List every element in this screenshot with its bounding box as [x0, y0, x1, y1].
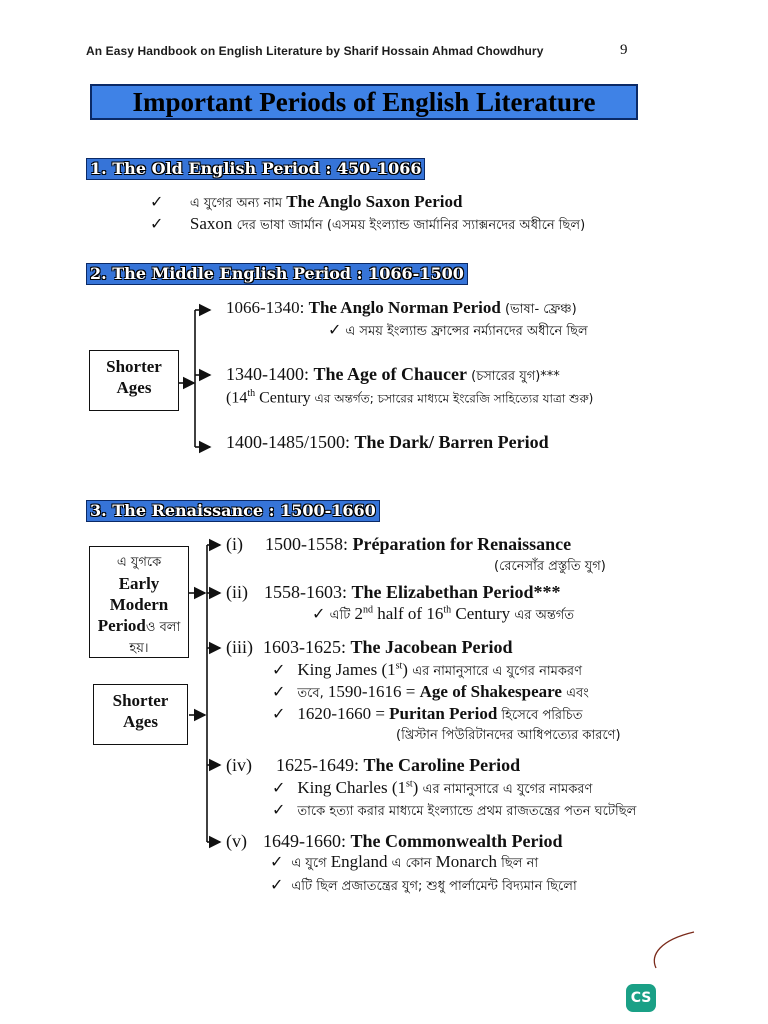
period-item: (ii) 1558-1603: The Elizabethan Period*** — [226, 582, 561, 602]
period-item: 1066-1340: The Anglo Norman Period (ভাষা- ফ্রেঞ্চ) — [226, 298, 577, 317]
period-item: 1340-1400: The Age of Chaucer (চসারের যুগ)*** — [226, 364, 560, 384]
section-title-middle-english: 2. The Middle English Period : 1066-1500 — [86, 263, 468, 285]
list-item: ✓ এটি ছিল প্রজাতন্ত্রের যুগ; শুধু পার্লামেন্ট বিদ্যমান ছিলো — [270, 875, 577, 894]
checkmark-icon: ✓ — [328, 320, 342, 339]
section-title-renaissance: 3. The Renaissance : 1500-1660 — [86, 500, 380, 522]
checkmark-icon: ✓ — [272, 660, 286, 679]
list-item: ✓ King James (1st) এর নামানুসারে এ যুগের নামকরণ — [272, 660, 582, 679]
list-item: ✓ তবে, 1590-1616 = Age of Shakespeare এবং — [272, 682, 589, 701]
period-item: (i) 1500-1558: Préparation for Renaissance — [226, 534, 572, 554]
section-title-old-english: 1. The Old English Period : 450-1066 — [86, 158, 425, 180]
checkmark-icon: ✓ — [150, 214, 164, 233]
shorter-ages-box: Shorter Ages — [93, 684, 188, 745]
checkmark-icon: ✓ — [272, 778, 286, 797]
period-item: (iii) 1603-1625: The Jacobean Period — [226, 637, 513, 657]
checkmark-icon: ✓ — [270, 875, 284, 894]
list-item: ✓ King Charles (1st) এর নামানুসারে এ যুগের নামকরণ — [272, 778, 593, 797]
period-note: ✓ এটি 2nd half of 16th Century এর অন্তর্গত — [312, 604, 575, 623]
early-modern-box: এ যুগকে Early Modern Periodও বলা হয়। — [89, 546, 189, 658]
period-note: (14th Century এর অন্তর্গত; চসারের মাধ্যমে ইংরেজি সাহিত্যের যাত্রা শুরু) — [226, 388, 594, 407]
list-item: ✓ 1620-1660 = Puritan Period হিসেবে পরিচিত — [272, 704, 583, 723]
list-item: ✓ এ যুগে England এ কোন Monarch ছিল না — [270, 852, 539, 871]
shorter-ages-box: Shorter Ages — [89, 350, 179, 411]
checkmark-icon: ✓ — [150, 192, 164, 211]
period-note: ✓ এ সময় ইংল্যান্ড ফ্রান্সের নর্ম্যানদের অধীনে ছিল — [328, 320, 588, 339]
period-note: (রেনেসাঁর প্রস্তুতি যুগ) — [494, 559, 606, 574]
list-item: ✓ এ যুগের অন্য নাম The Anglo Saxon Period — [150, 192, 463, 211]
page-number: 9 — [620, 42, 628, 58]
checkmark-icon: ✓ — [270, 852, 284, 871]
checkmark-icon: ✓ — [272, 800, 286, 819]
checkmark-icon: ✓ — [312, 604, 326, 623]
period-note: (খ্রিস্টান পিউরিটানদের আধিপত্যের কারণে) — [396, 728, 621, 743]
page-title: Important Periods of English Literature — [90, 84, 638, 120]
camscanner-badge: CS — [626, 984, 656, 1012]
period-item: (iv) 1625-1649: The Caroline Period — [226, 755, 521, 775]
checkmark-icon: ✓ — [272, 704, 286, 723]
list-item: ✓ Saxon দের ভাষা জার্মান (এসময় ইংল্যান্ড জার্মানির স্যাক্সনদের অধীনে ছিল) — [150, 214, 586, 233]
list-item: ✓ তাকে হত্যা করার মাধ্যমে ইংল্যান্ডে প্রথম রাজতন্ত্রের পতন ঘটেছিল — [272, 800, 637, 819]
running-header: An Easy Handbook on English Literature by Sharif Hossain Ahmad Chowdhury — [86, 44, 544, 58]
checkmark-icon: ✓ — [272, 682, 286, 701]
period-item: 1400-1485/1500: The Dark/ Barren Period — [226, 432, 549, 452]
period-item: (v) 1649-1660: The Commonwealth Period — [226, 831, 563, 851]
